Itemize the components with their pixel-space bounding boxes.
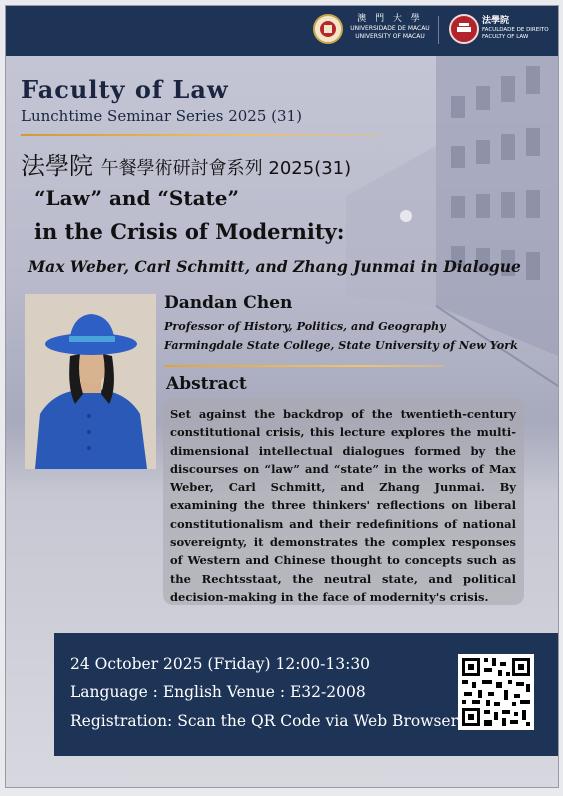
gold-divider-abstract (164, 365, 444, 367)
law-crest-icon (451, 16, 477, 42)
event-registration: Registration: Scan the QR Code via Web Browser (70, 712, 458, 730)
event-language-venue: Language : English Venue : E32-2008 (70, 683, 366, 701)
header-bar (6, 6, 558, 56)
qr-code-icon (458, 654, 534, 730)
speaker-photo (25, 294, 156, 469)
talk-title-line1: “Law” and “State” (34, 186, 239, 210)
speaker-title: Professor of History, Politics, and Geography (164, 319, 446, 333)
talk-subtitle: Max Weber, Carl Schmitt, and Zhang Junmai in Dialogue (28, 257, 521, 276)
seminar-poster (5, 5, 559, 788)
faculty-of-law-name: 法學院 FACULDADE DE DIREITO FACULTY OF LAW (482, 16, 549, 40)
talk-title-line2: in the Crisis of Modernity: (34, 219, 345, 244)
speaker-portrait-icon (25, 294, 156, 469)
event-datetime: 24 October 2025 (Friday) 12:00-13:30 (70, 655, 371, 673)
abstract-heading: Abstract (166, 374, 247, 394)
gold-divider (21, 134, 381, 136)
faculty-title: Faculty of Law (21, 75, 229, 104)
abstract-body: Set against the backdrop of the twentieth-century constitutional crisis, this lecture explores the multi-dimensional intellectual dialogues formed by the discourses on “law” and “state” in the works of Max Weber, Carl Schmitt, and Zhang Junmai. By examining the three thinkers' reflections on liberal constitutionalism and their redefinitions of national sovereignty, it demonstrates the complex responses of Western and Chinese thought to concepts such as the Rechtsstaat, the neutral state, and political decision-making in the face of modernity's crisis. (170, 407, 516, 604)
university-of-macau-name: 澳 門 大 學 UNIVERSIDADE DE MACAU UNIVERSITY OF MACAU (350, 14, 430, 40)
chinese-title (21, 146, 351, 181)
faculty-of-law-logo (449, 14, 479, 44)
header-divider (438, 16, 439, 44)
chinese-faculty: 法學院 (21, 152, 93, 180)
series-title: Lunchtime Seminar Series 2025 (31) (21, 107, 302, 125)
university-crest-icon (315, 16, 341, 42)
university-of-macau-logo (313, 14, 343, 44)
chinese-series: 午餐學術研討會系列 2025(31) (100, 158, 352, 179)
speaker-name: Dandan Chen (164, 293, 293, 313)
event-details-panel (54, 633, 558, 756)
speaker-institution: Farmingdale State College, State University of New York (164, 338, 518, 352)
qr-code[interactable] (458, 654, 534, 730)
